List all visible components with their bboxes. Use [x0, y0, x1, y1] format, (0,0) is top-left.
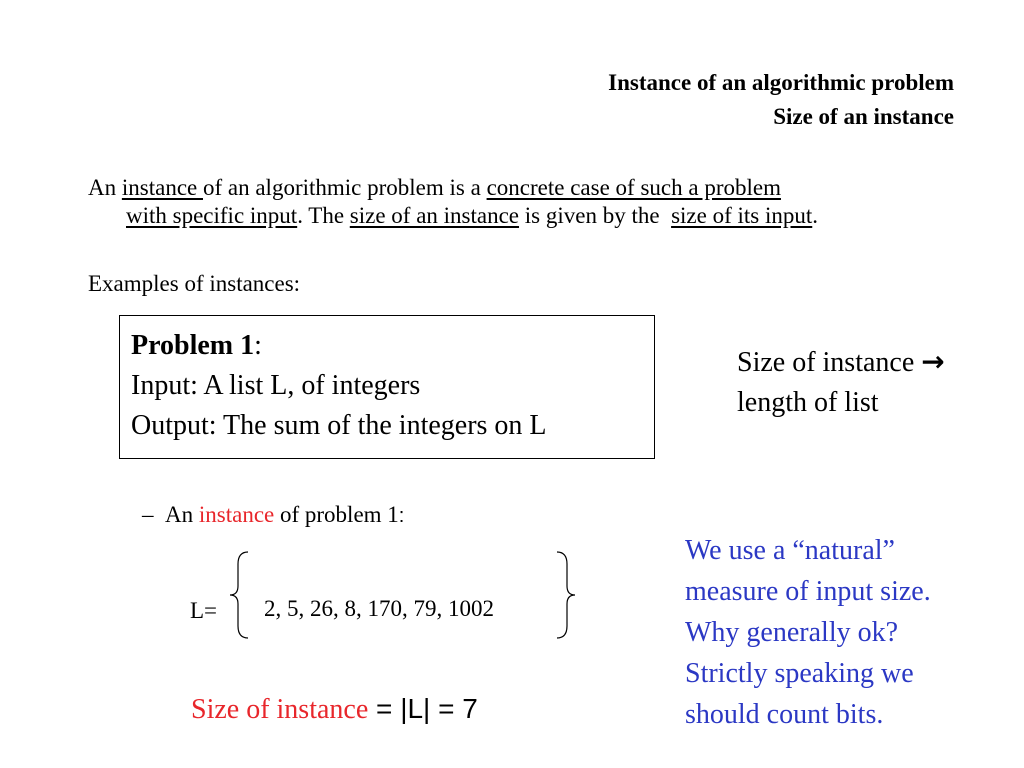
size-note-text: Size of instance [737, 347, 915, 378]
size-note [737, 342, 945, 423]
definition-text: . The [297, 203, 350, 228]
list-values: 2, 5, 26, 8, 170, 79, 1002 [264, 596, 494, 621]
natural-measure-note [685, 530, 931, 735]
bullet-colon: : [398, 505, 405, 527]
definition-paragraph [88, 174, 988, 230]
term-instance: instance [121, 175, 203, 200]
note-line: We use a “natural” [685, 535, 895, 566]
note-line: Strictly speaking we [685, 658, 914, 689]
slide-title-line1: Instance of an algorithmic problem [608, 70, 954, 95]
definition-text: is given by the [519, 203, 672, 228]
term-concrete-case: concrete case of such a problem [486, 175, 781, 200]
examples-heading: Examples of instances: [88, 271, 301, 296]
size-result-label: Size of instance [191, 694, 369, 725]
term-size-of-instance: size of an instance [349, 203, 520, 228]
definition-text: of an algorithmic problem is a [202, 175, 487, 200]
size-note-line1 [737, 342, 945, 383]
problem-heading-colon: : [254, 330, 262, 361]
size-note-line2: length of list [737, 387, 879, 418]
definition-line2 [88, 202, 988, 230]
note-line: measure of input size. [685, 576, 931, 607]
size-result [191, 693, 478, 726]
size-result-formula: = |L| = 7 [368, 693, 478, 724]
problem-box [119, 315, 655, 459]
problem-heading [131, 326, 643, 366]
instance-bullet [142, 500, 404, 531]
problem-input: Input: A list L, of integers [131, 370, 421, 401]
list-label: L= [190, 598, 218, 623]
problem-output: Output: The sum of the integers on L [131, 410, 547, 441]
right-brace-icon [555, 550, 577, 640]
left-brace-icon [228, 550, 250, 640]
note-line: should count bits. [685, 699, 884, 730]
bullet-text: of problem 1 [274, 502, 399, 527]
term-size-of-input: size of its input [671, 203, 813, 228]
problem-heading-bold: Problem 1 [131, 330, 255, 361]
bullet-dash: – [142, 502, 154, 527]
bullet-highlight-instance: instance [198, 502, 275, 527]
term-specific-input: with specific input [126, 203, 298, 228]
bullet-text: An [165, 502, 199, 527]
definition-text: . [812, 203, 818, 228]
definition-line1 [88, 174, 988, 202]
slide-title-line2: Size of an instance [773, 104, 954, 129]
right-arrow-icon: → [921, 345, 945, 378]
note-line: Why generally ok? [685, 617, 899, 648]
definition-text: An [88, 175, 122, 200]
